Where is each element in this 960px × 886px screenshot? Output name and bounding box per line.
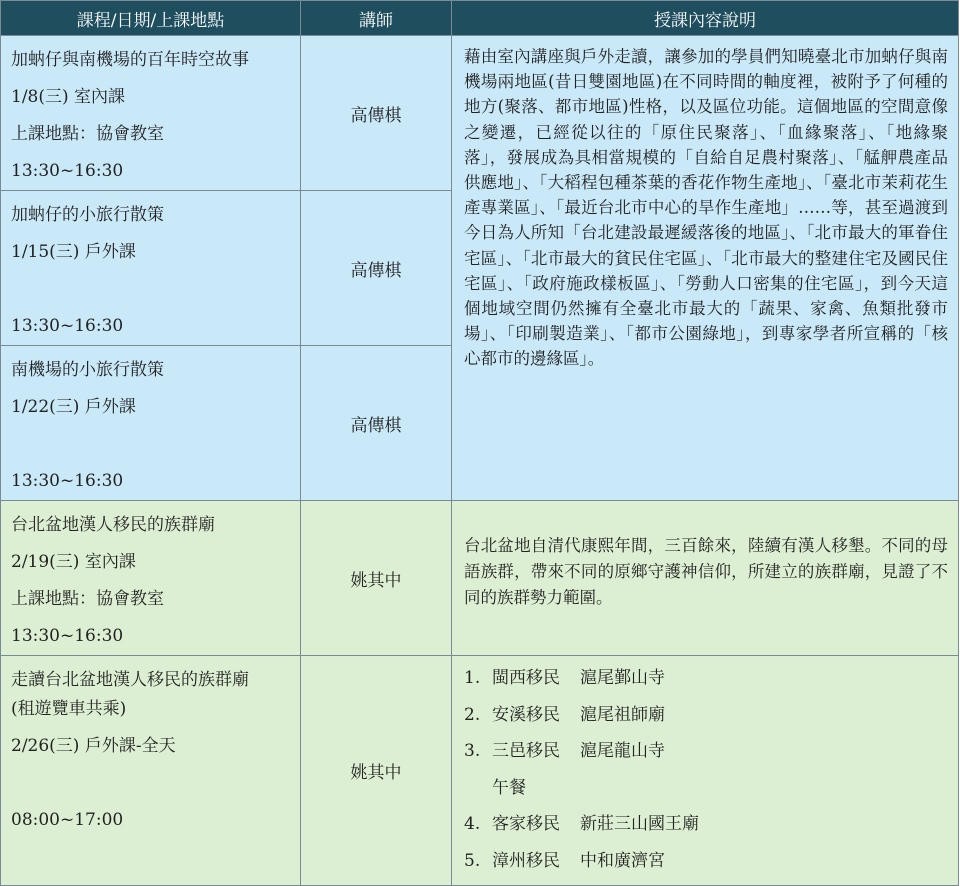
list-item: [464, 660, 948, 697]
item-temple: 滬尾鄞山寺: [580, 668, 665, 688]
item-group: 安溪移民: [492, 704, 560, 725]
course-time: 08:00~17:00: [11, 810, 124, 830]
course-date: 2/26(三) 戶外課-全天: [11, 736, 176, 756]
itinerary-list: [452, 656, 959, 886]
item-temple: 滬尾祖師廟: [580, 704, 665, 725]
item-number: 1.: [464, 668, 481, 688]
course-date: 2/19(三) 室內課: [11, 552, 136, 572]
header-description: 授課內容說明: [452, 1, 959, 36]
table-row: [1, 656, 959, 886]
item-number: 3.: [464, 741, 481, 761]
teacher-name: 姚其中: [301, 501, 452, 656]
table-row: [1, 501, 959, 656]
course-location: 上課地點：協會教室: [11, 589, 164, 609]
item-temple: 新莊三山國王廟: [580, 814, 699, 834]
course-note: (租遊覽車共乘): [11, 699, 127, 719]
course-cell: [1, 191, 301, 346]
course-blank: [11, 271, 292, 308]
course-time: 13:30~16:30: [11, 316, 124, 336]
item-group: 漳州移民: [492, 850, 560, 871]
course-time: 13:30~16:30: [11, 626, 124, 646]
course-blank: [11, 426, 292, 463]
item-number: 5.: [464, 850, 481, 871]
list-item: [464, 733, 948, 770]
header-course: 課程/日期/上課地點: [1, 1, 301, 36]
course-cell: [1, 36, 301, 191]
teacher-name: 高傳棋: [301, 36, 452, 191]
item-group: 閩西移民: [492, 668, 560, 688]
course-cell: [1, 346, 301, 501]
course-date: 1/8(三) 室內課: [11, 87, 126, 107]
description-text: 藉由室內講座與戶外走讀，讓參加的學員們知曉臺北市加蚋仔與南機場兩地區(昔日雙園地區)在不同時間的軸度裡，被附予了何種的地方(聚落、都市地區)性格，以及區位功能。這個地區的空間意像之變遷，已經從以往的「原住民聚落」、「血緣聚落」、「地緣聚落」，發展成為具相當規模的「自給自足農村聚落」、「艋舺農產品供應地」、「大稻程包種茶葉的香花作物生產地」、「臺北市茉莉花生產專業區」、「最近台北市中心的旱作生產地」……等，甚至過渡到今日為人所知「台北建設最遲緩落後的地區」、「北市最大的軍眷住宅區」、「北市最大的貧民住宅區」、「北市最大的整建住宅及國民住宅區」、「政府施政樣板區」、「勞動人口密集的住宅區」，到今天這個地域空間仍然擁有全臺北市最大的「蔬果、家禽、魚類批發市場」、「印刷製造業」、「都市公園綠地」，到專家學者所宣稱的「核心都市的邊緣區」。: [452, 36, 959, 501]
course-date: 1/22(三) 戶外課: [11, 397, 136, 417]
list-item: [464, 806, 948, 843]
header-row: [1, 1, 959, 36]
course-date: 1/15(三) 戶外課: [11, 242, 136, 262]
list-item: [464, 697, 948, 734]
course-title: 加蚋仔與南機場的百年時空故事: [11, 50, 249, 70]
item-group: 三邑移民: [492, 741, 560, 761]
description-text: 台北盆地自清代康熙年間，三百餘來，陸續有漢人移墾。不同的母語族群，帶來不同的原鄉守護神信仰，所建立的族群廟，見證了不同的族群勢力範圍。: [452, 501, 959, 656]
course-location: 上課地點：協會教室: [11, 124, 164, 144]
course-cell: [1, 656, 301, 886]
teacher-name: 姚其中: [301, 656, 452, 886]
course-title: 走讀台北盆地漢人移民的族群廟: [11, 670, 249, 690]
course-time: 13:30~16:30: [11, 161, 124, 181]
course-title: 台北盆地漢人移民的族群廟: [11, 515, 215, 535]
course-time: 13:30~16:30: [11, 471, 124, 491]
item-number: 2.: [464, 704, 481, 725]
item-number: 4.: [464, 814, 481, 834]
item-group: 客家移民: [492, 814, 560, 834]
teacher-name: 高傳棋: [301, 191, 452, 346]
course-blank: [11, 765, 292, 802]
list-item: [464, 843, 948, 880]
teacher-name: 高傳棋: [301, 346, 452, 501]
item-group: 午餐: [492, 777, 526, 798]
course-title: 加蚋仔的小旅行散策: [11, 205, 164, 225]
table-row: [1, 36, 959, 191]
item-temple: 中和廣濟宮: [580, 850, 665, 871]
course-title: 南機場的小旅行散策: [11, 360, 164, 380]
header-teacher: 講師: [301, 1, 452, 36]
item-temple: 滬尾龍山寺: [580, 741, 665, 761]
course-cell: [1, 501, 301, 656]
list-item: [464, 770, 948, 807]
